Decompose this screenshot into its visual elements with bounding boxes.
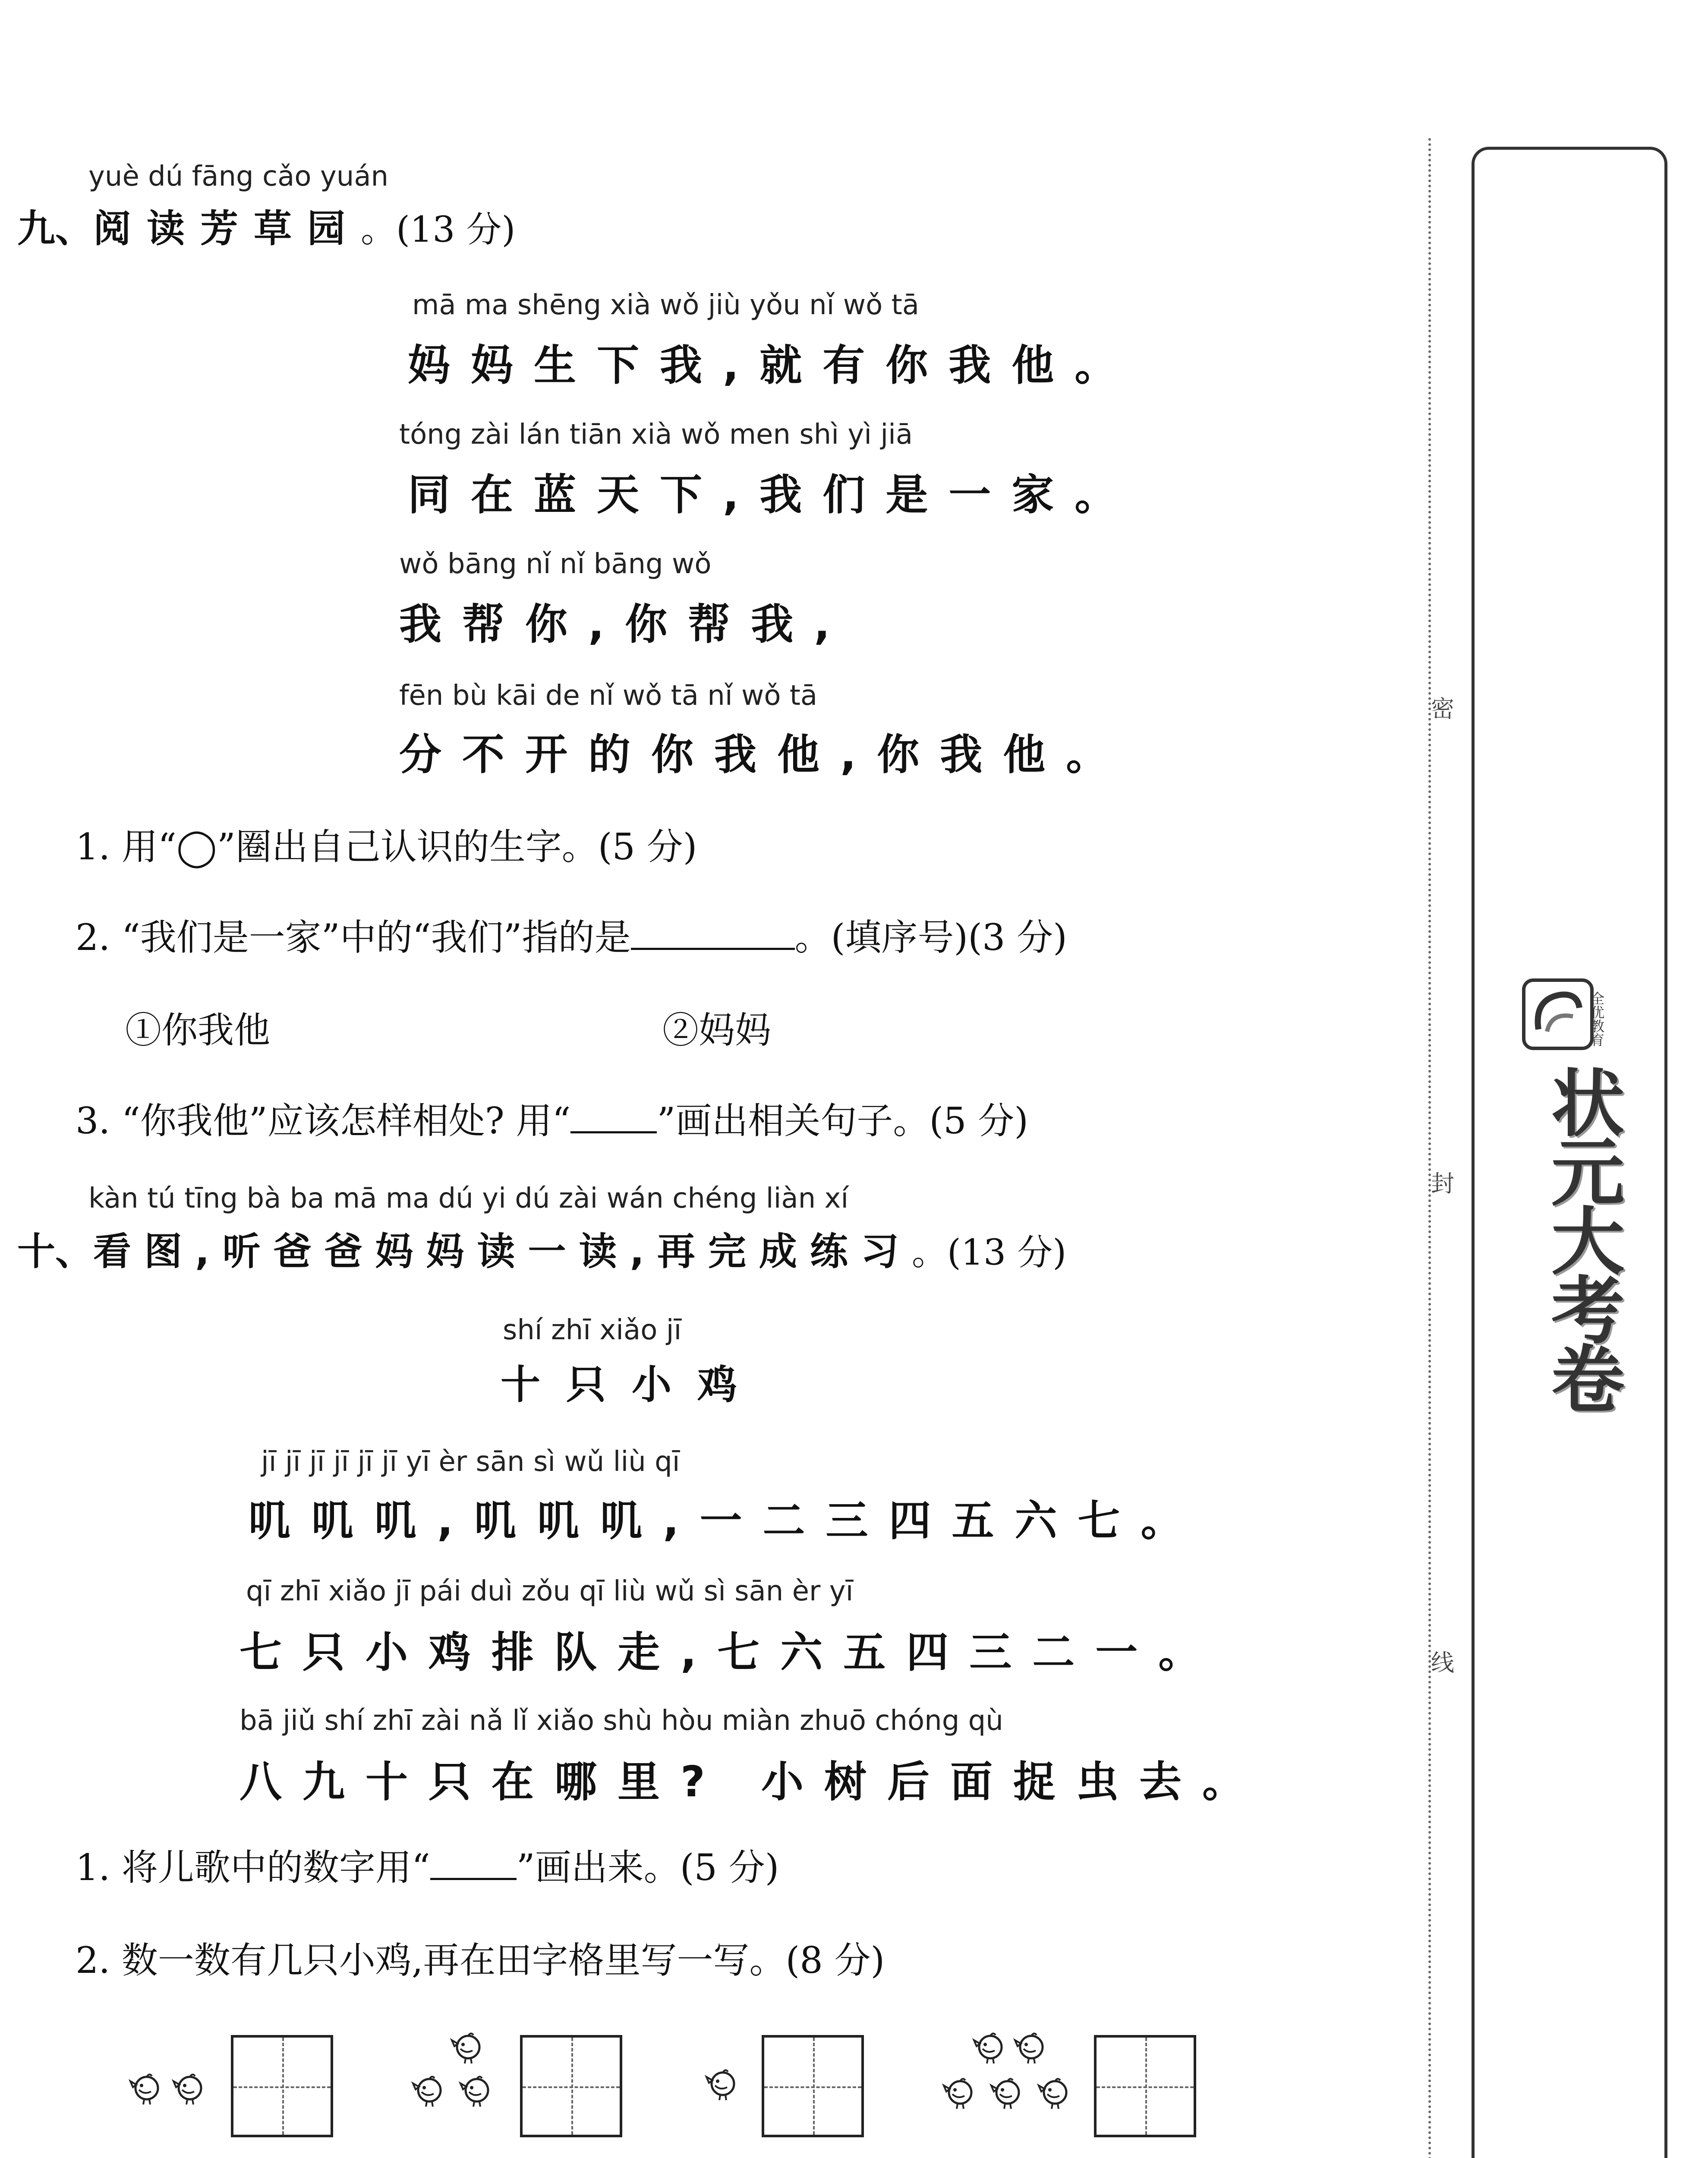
- section9-heading: [17, 199, 515, 253]
- poem9-line1-pinyin: mā ma shēng xià wǒ jiù yǒu nǐ wǒ tā: [412, 289, 919, 321]
- underline-symbol: [570, 1101, 657, 1133]
- circle-symbol-icon: ◯: [176, 826, 217, 868]
- chick-group-1: [125, 2067, 220, 2115]
- s10-question-2: 2. 数一数有几只小鸡,再在田字格里写一写。(8 分): [76, 1939, 885, 1981]
- section10-score: 。(13 分): [911, 1232, 1067, 1273]
- binding-label-2: 封: [1431, 1170, 1454, 1197]
- chick-icon: [460, 2076, 488, 2107]
- chick-icon: [130, 2074, 158, 2104]
- chick-icon: [974, 2033, 1002, 2063]
- answer-blank[interactable]: [631, 918, 795, 950]
- chick-icon: [1039, 2079, 1066, 2109]
- poem10-line3-pinyin: bā jiǔ shí zhī zài nǎ lǐ xiǎo shù hòu miàn zhuō chóng qù: [239, 1705, 1003, 1737]
- chick-icon: [173, 2074, 201, 2104]
- binding-line: [1428, 138, 1431, 2158]
- poem10-title-pinyin: shí zhī xiǎo jī: [503, 1314, 682, 1346]
- poem9-line2-pinyin: tóng zài lán tiān xià wǒ men shì yì jiā: [399, 419, 913, 451]
- poem10-title: 十只小鸡: [501, 1362, 763, 1408]
- logo-icon: [1522, 978, 1594, 1050]
- poem9-line2: 同在蓝天下,我们是一家。: [408, 470, 1138, 520]
- writing-grid-4[interactable]: [1094, 2035, 1196, 2137]
- section10-pinyin: kàn tú tīng bà ba mā ma dú yi dú zài wán chéng liàn xí: [88, 1183, 849, 1215]
- s9-question-1: 1. 用“◯”圈出自己认识的生字。(5 分): [76, 826, 697, 868]
- brand-small: 全优教育: [1588, 991, 1605, 1047]
- writing-grid-2[interactable]: [520, 2035, 622, 2137]
- writing-grid-1[interactable]: [231, 2035, 333, 2137]
- chick-icon: [1015, 2033, 1043, 2063]
- underline-symbol: [430, 1848, 517, 1880]
- chick-icon: [944, 2079, 971, 2109]
- poem10-line2-pinyin: qī zhī xiǎo jī pái duì zǒu qī liù wǔ sì sān èr yī: [246, 1575, 854, 1607]
- side-panel: [1472, 147, 1667, 2158]
- poem9-line4-pinyin: fēn bù kāi de nǐ wǒ tā nǐ wǒ tā: [399, 680, 818, 712]
- poem9-line3: 我帮你,你帮我,: [399, 600, 851, 649]
- s10-question-1: 1. 将儿歌中的数字用“ ”画出来。(5 分): [76, 1846, 779, 1889]
- chick-icon: [706, 2070, 734, 2100]
- brand-title: 状元大考卷: [1538, 1065, 1624, 1410]
- section10-number: 十、: [17, 1229, 94, 1274]
- poem10-line3: 八九十只在哪里? 小树后面捉虫去。: [239, 1757, 1265, 1807]
- chick-icon: [991, 2079, 1019, 2109]
- poem10-line2: 七只小鸡排队走,七六五四三二一。: [239, 1628, 1222, 1677]
- binding-label-3: 线: [1431, 1649, 1454, 1676]
- binding-label-1: 密: [1431, 695, 1454, 722]
- poem9-line3-pinyin: wǒ bāng nǐ nǐ bāng wǒ: [399, 548, 712, 580]
- section9-score: 。(13 分): [361, 209, 516, 250]
- chick-group-2: [408, 2029, 511, 2119]
- chick-icon: [413, 2076, 441, 2107]
- poem9-line1: 妈妈生下我,就有你我他。: [408, 341, 1138, 390]
- section9-title: 阅读芳草园: [93, 206, 361, 251]
- section10-heading: [17, 1221, 1066, 1276]
- s9-question-2: 2. “我们是一家”中的“我们”指的是 。(填序号)(3 分): [76, 916, 1067, 959]
- poem10-line1: 叽叽叽,叽叽叽,一二三四五六七。: [248, 1496, 1204, 1546]
- section9-pinyin: yuè dú fāng cǎo yuán: [88, 161, 389, 192]
- option-1: ①你我他: [125, 1009, 271, 1051]
- poem10-line1-pinyin: jī jī jī jī jī jī yī èr sān sì wǔ liù qī: [261, 1446, 680, 1478]
- s9-question-3: 3. “你我他”应该怎样相处? 用“ ”画出相关句子。(5 分): [76, 1100, 1029, 1142]
- chick-group-3: [701, 2063, 749, 2111]
- chick-icon: [452, 2033, 479, 2063]
- poem9-line4: 分不开的你我他,你我他。: [399, 730, 1129, 779]
- option-2: ②妈妈: [662, 1009, 772, 1051]
- section10-title: 看图,听爸爸妈妈读一读,再完成练习: [93, 1229, 912, 1274]
- section9-number: 九、: [17, 206, 94, 251]
- writing-grid-3[interactable]: [762, 2035, 864, 2137]
- chick-group-4: [939, 2029, 1085, 2121]
